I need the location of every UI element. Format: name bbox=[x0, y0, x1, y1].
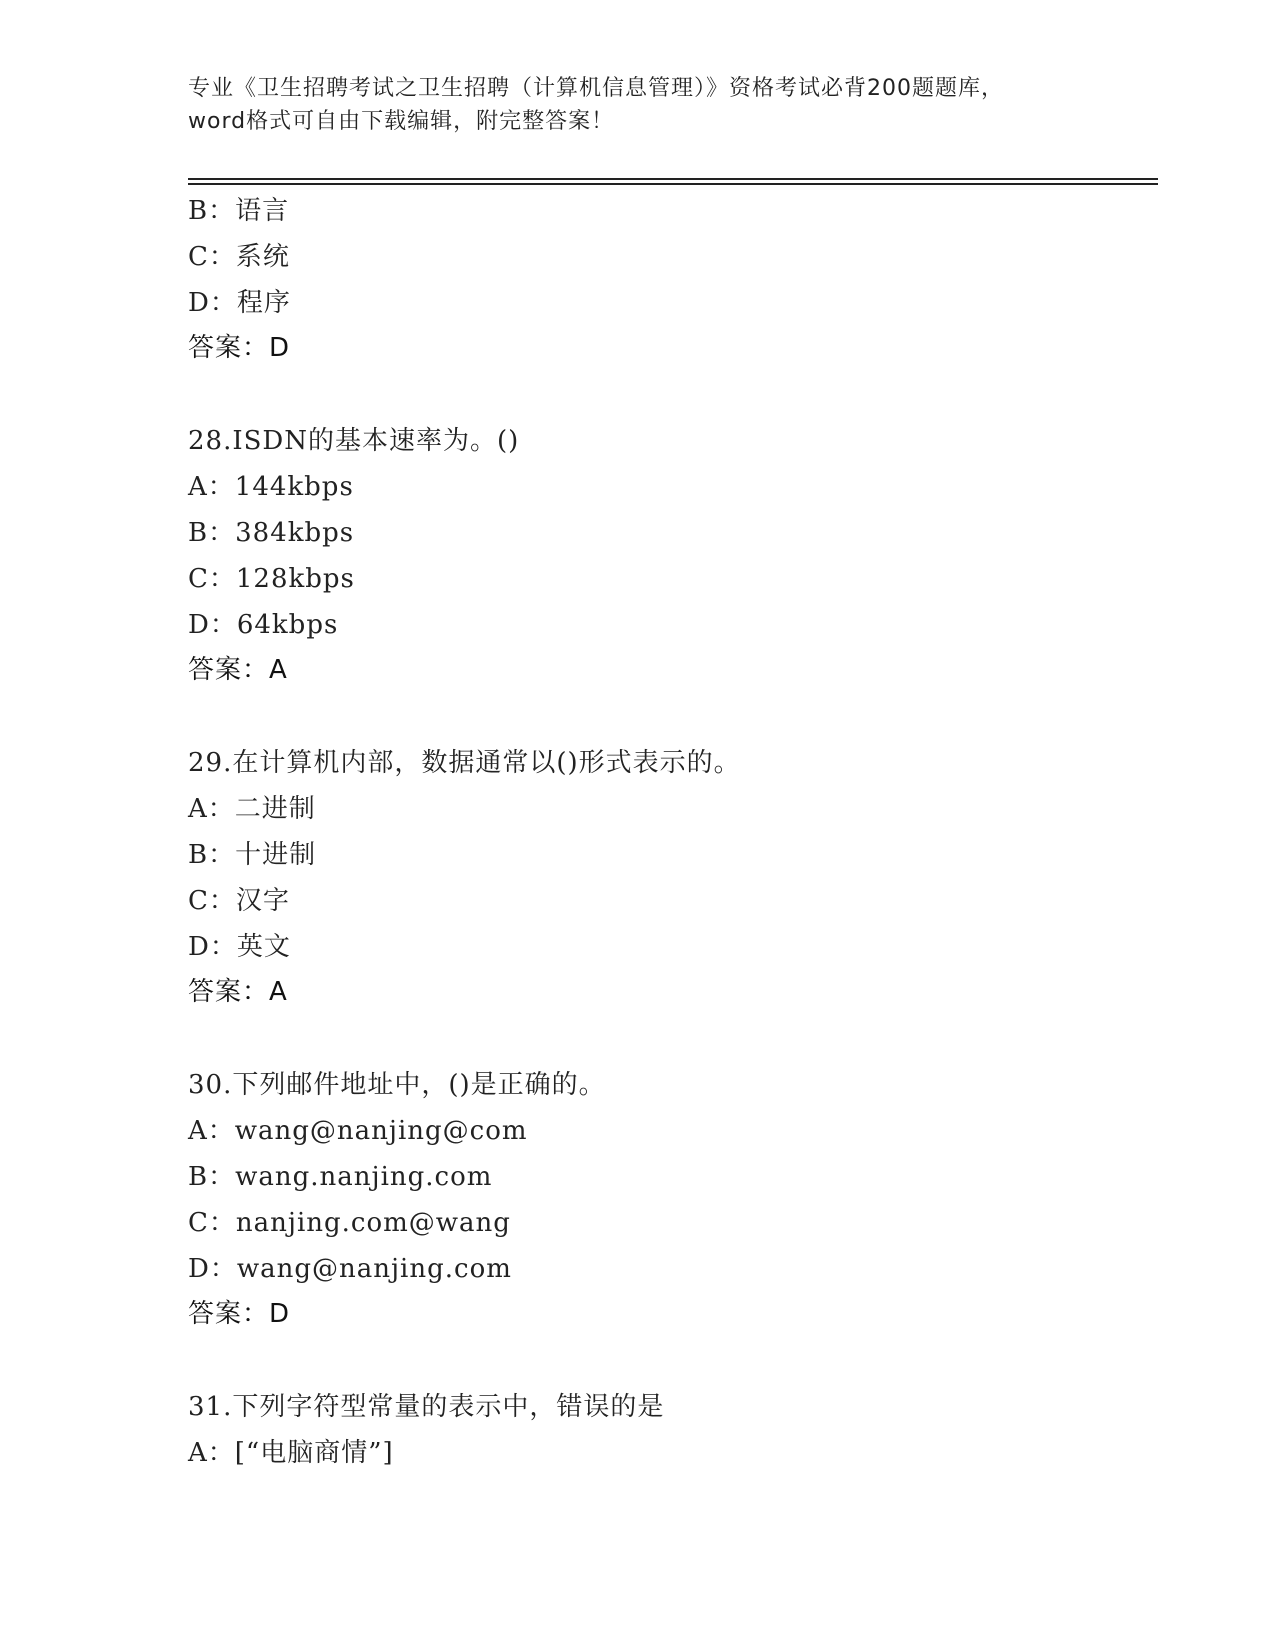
option-line: D：英文 bbox=[188, 932, 291, 962]
block-spacer bbox=[188, 1336, 1148, 1384]
question-31 bbox=[188, 1384, 1148, 1476]
header-line-1: 专业《卫生招聘考试之卫生招聘（计算机信息管理）》资格考试必背200题题库， bbox=[188, 76, 1004, 101]
option-line: B：十进制 bbox=[188, 840, 317, 870]
answer-line: 答案：A bbox=[188, 655, 288, 685]
block-spacer bbox=[188, 692, 1148, 740]
answer-line: 答案：D bbox=[188, 333, 291, 363]
option-line: D：程序 bbox=[188, 288, 291, 318]
document-body bbox=[188, 188, 1148, 1476]
block-spacer bbox=[188, 1014, 1148, 1062]
question-text: 30.下列邮件地址中，()是正确的。 bbox=[188, 1070, 606, 1100]
header-line-2: word格式可自由下载编辑，附完整答案！ bbox=[188, 109, 615, 134]
option-line: B：wang.nanjing.com bbox=[188, 1162, 493, 1192]
document-header bbox=[188, 72, 1088, 138]
question-text: 28.ISDN的基本速率为。() bbox=[188, 426, 520, 456]
question-29 bbox=[188, 740, 1148, 1014]
option-line: C：汉字 bbox=[188, 886, 290, 916]
option-line: C：128kbps bbox=[188, 564, 355, 594]
option-line: B：语言 bbox=[188, 196, 290, 226]
option-line: A：wang@nanjing@com bbox=[188, 1116, 528, 1146]
option-line: D：wang@nanjing.com bbox=[188, 1254, 512, 1284]
header-rule-bottom bbox=[188, 183, 1158, 185]
question-text: 29.在计算机内部，数据通常以()形式表示的。 bbox=[188, 748, 741, 778]
continued-question bbox=[188, 188, 1148, 370]
option-line: D：64kbps bbox=[188, 610, 339, 640]
question-28 bbox=[188, 418, 1148, 692]
option-line: A：[“电脑商情”] bbox=[188, 1438, 394, 1468]
question-text: 31.下列字符型常量的表示中，错误的是 bbox=[188, 1392, 665, 1422]
answer-line: 答案：D bbox=[188, 1299, 291, 1329]
option-line: A：144kbps bbox=[188, 472, 354, 502]
block-spacer bbox=[188, 370, 1148, 418]
option-line: A：二进制 bbox=[188, 794, 316, 824]
option-line: C：nanjing.com@wang bbox=[188, 1208, 511, 1238]
header-rule-top bbox=[188, 178, 1158, 180]
option-line: B：384kbps bbox=[188, 518, 355, 548]
question-30 bbox=[188, 1062, 1148, 1336]
option-line: C：系统 bbox=[188, 242, 290, 272]
answer-line: 答案：A bbox=[188, 977, 288, 1007]
